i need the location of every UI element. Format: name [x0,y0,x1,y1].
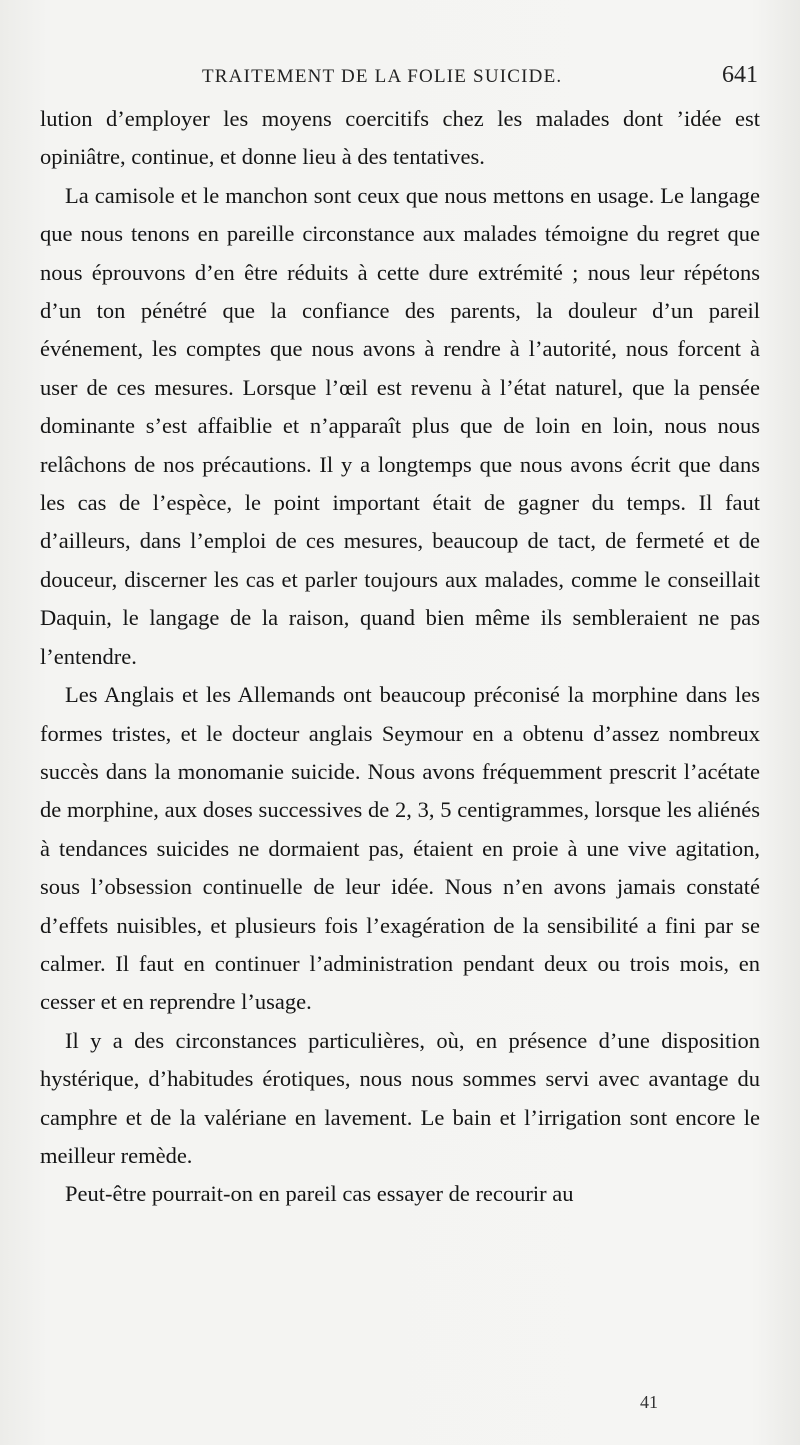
paragraph: La camisole et le manchon sont ceux que nous mettons en usage. Le langage que nous tenons en pareille circonstance aux malades témoigne du regret que nous éprouvons d’en être réduits à cette dure extrémité ; nous leur répétons d’un ton pénétré que la confiance des parents, la douleur d’un pareil événement, les comptes que nous avons à rendre à l’autorité, nous forcent à user de ces mesures. Lorsque l’œil est revenu à l’état naturel, que la pensée dominante s’est affaiblie et n’apparaît plus que de loin en loin, nous nous relâchons de nos précautions. Il y a longtemps que nous avons écrit que dans les cas de l’espèce, le point important était de gagner du temps. Il faut d’ailleurs, dans l’emploi de ces mesures, beaucoup de tact, de fermeté et de douceur, discerner les cas et parler toujours aux malades, comme le conseillait Daquin, le langage de la raison, quand bien même ils sembleraient ne pas l’entendre. [40,182,760,669]
paragraph: Les Anglais et les Allemands ont beaucoup préconisé la morphine dans les formes tristes, et le docteur anglais Seymour en a obtenu d’assez nombreux succès dans la monomanie suicide. Nous avons fréquemment prescrit l’acétate de morphine, aux doses successives de 2, 3, 5 centigrammes, lorsque les aliénés à tendances suicides ne dormaient pas, étaient en proie à une vive agitation, sous l’obsession continuelle de leur idée. Nous n’en avons jamais constaté d’effets nuisibles, et plusieurs fois l’exagération de la sensibilité a fini par se calmer. Il faut en continuer l’administration pendant deux ou trois mois, en cesser et en reprendre l’usage. [40,682,760,1015]
page-number: 641 [722,62,758,88]
paragraph: Il y a des circonstances particulières, où, en présence d’une disposition hystérique, d’habitudes érotiques, nous nous sommes servi avec avantage du camphre et de la valériane en lavement. Le bain et l’irrigation sont encore le meilleur remède. [40,1027,760,1168]
page-body [40,100,760,1214]
running-title: TRAITEMENT DE LA FOLIE SUICIDE. [202,66,563,87]
page-header [40,62,760,98]
paragraph: Peut-être pourrait-on en pareil cas essayer de recourir au [65,1181,574,1207]
signature-mark: 41 [640,1392,658,1412]
paragraph-continuation: lution d’employer les moyens coercitifs chez les malades dont ’idée est opiniâtre, continue, et donne lieu à des tentatives. [40,106,760,170]
